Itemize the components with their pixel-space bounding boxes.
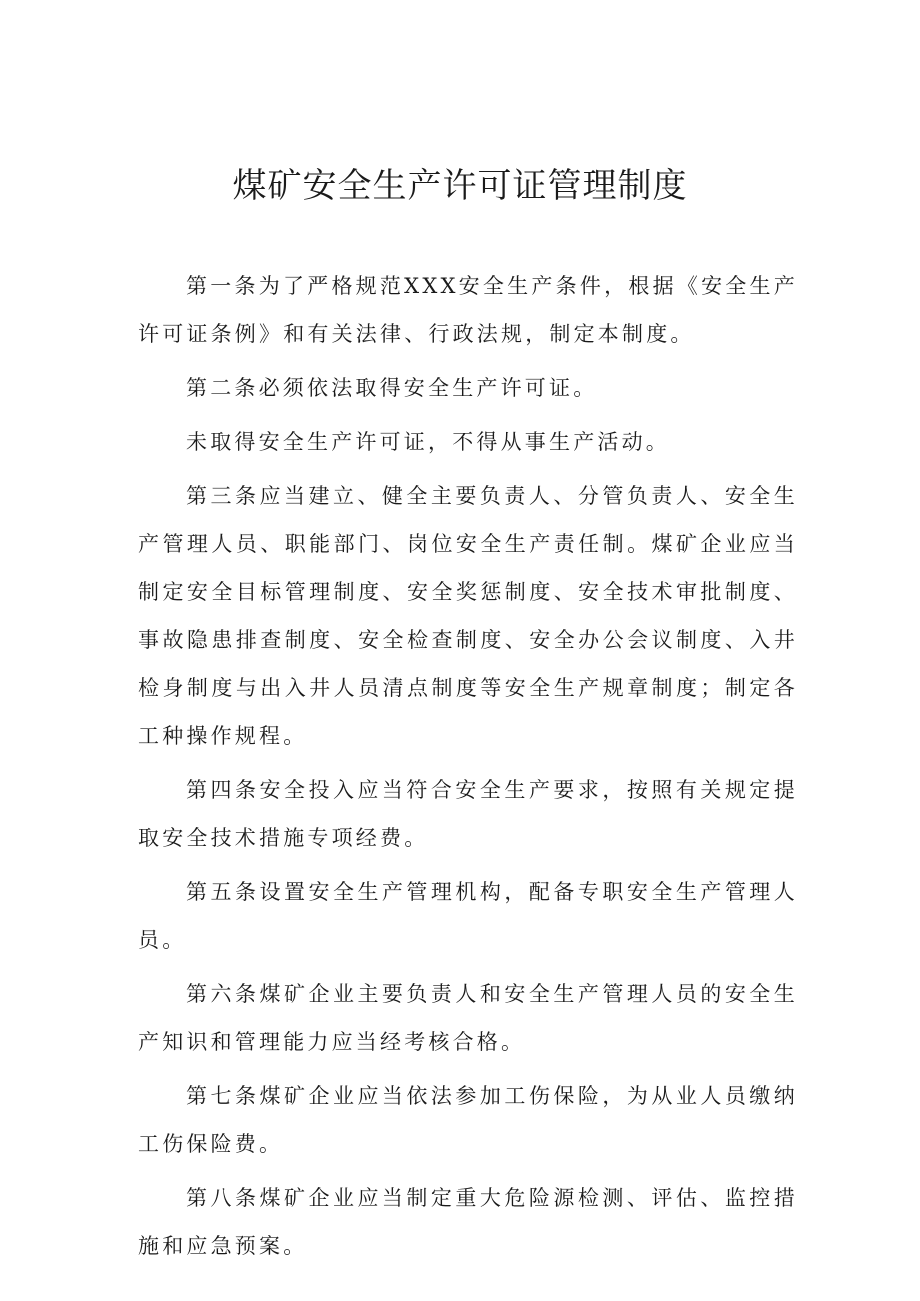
- document-body: [138, 262, 798, 1270]
- document-title: 煤矿安全生产许可证管理制度: [232, 166, 688, 206]
- article-3-paragraph: 第三条应当建立、健全主要负责人、分管负责人、安全生产管理人员、职能部门、岗位安全生产责任制。煤矿企业应当制定安全目标管理制度、安全奖惩制度、安全技术审批制度、事故隐患排查制度、安全检查制度、安全办公会议制度、入井检身制度与出入井人员清点制度等安全生产规章制度；制定各工种操作规程。: [138, 484, 798, 748]
- article-2-paragraph: 第二条必须依法取得安全生产许可证。: [186, 376, 598, 400]
- article-1-paragraph: 第一条为了严格规范XXX安全生产条件，根据《安全生产许可证条例》和有关法律、行政法规，制定本制度。: [138, 274, 798, 346]
- article-2-continuation-paragraph: 未取得安全生产许可证，不得从事生产活动。: [186, 430, 670, 454]
- article-6-paragraph: 第六条煤矿企业主要负责人和安全生产管理人员的安全生产知识和管理能力应当经考核合格。: [138, 982, 798, 1054]
- article-7-paragraph: 第七条煤矿企业应当依法参加工伤保险，为从业人员缴纳工伤保险费。: [138, 1084, 798, 1156]
- article-8-paragraph: 第八条煤矿企业应当制定重大危险源检测、评估、监控措施和应急预案。: [138, 1186, 798, 1258]
- article-5-paragraph: 第五条设置安全生产管理机构，配备专职安全生产管理人员。: [138, 880, 798, 952]
- article-4-paragraph: 第四条安全投入应当符合安全生产要求，按照有关规定提取安全技术措施专项经费。: [138, 778, 798, 850]
